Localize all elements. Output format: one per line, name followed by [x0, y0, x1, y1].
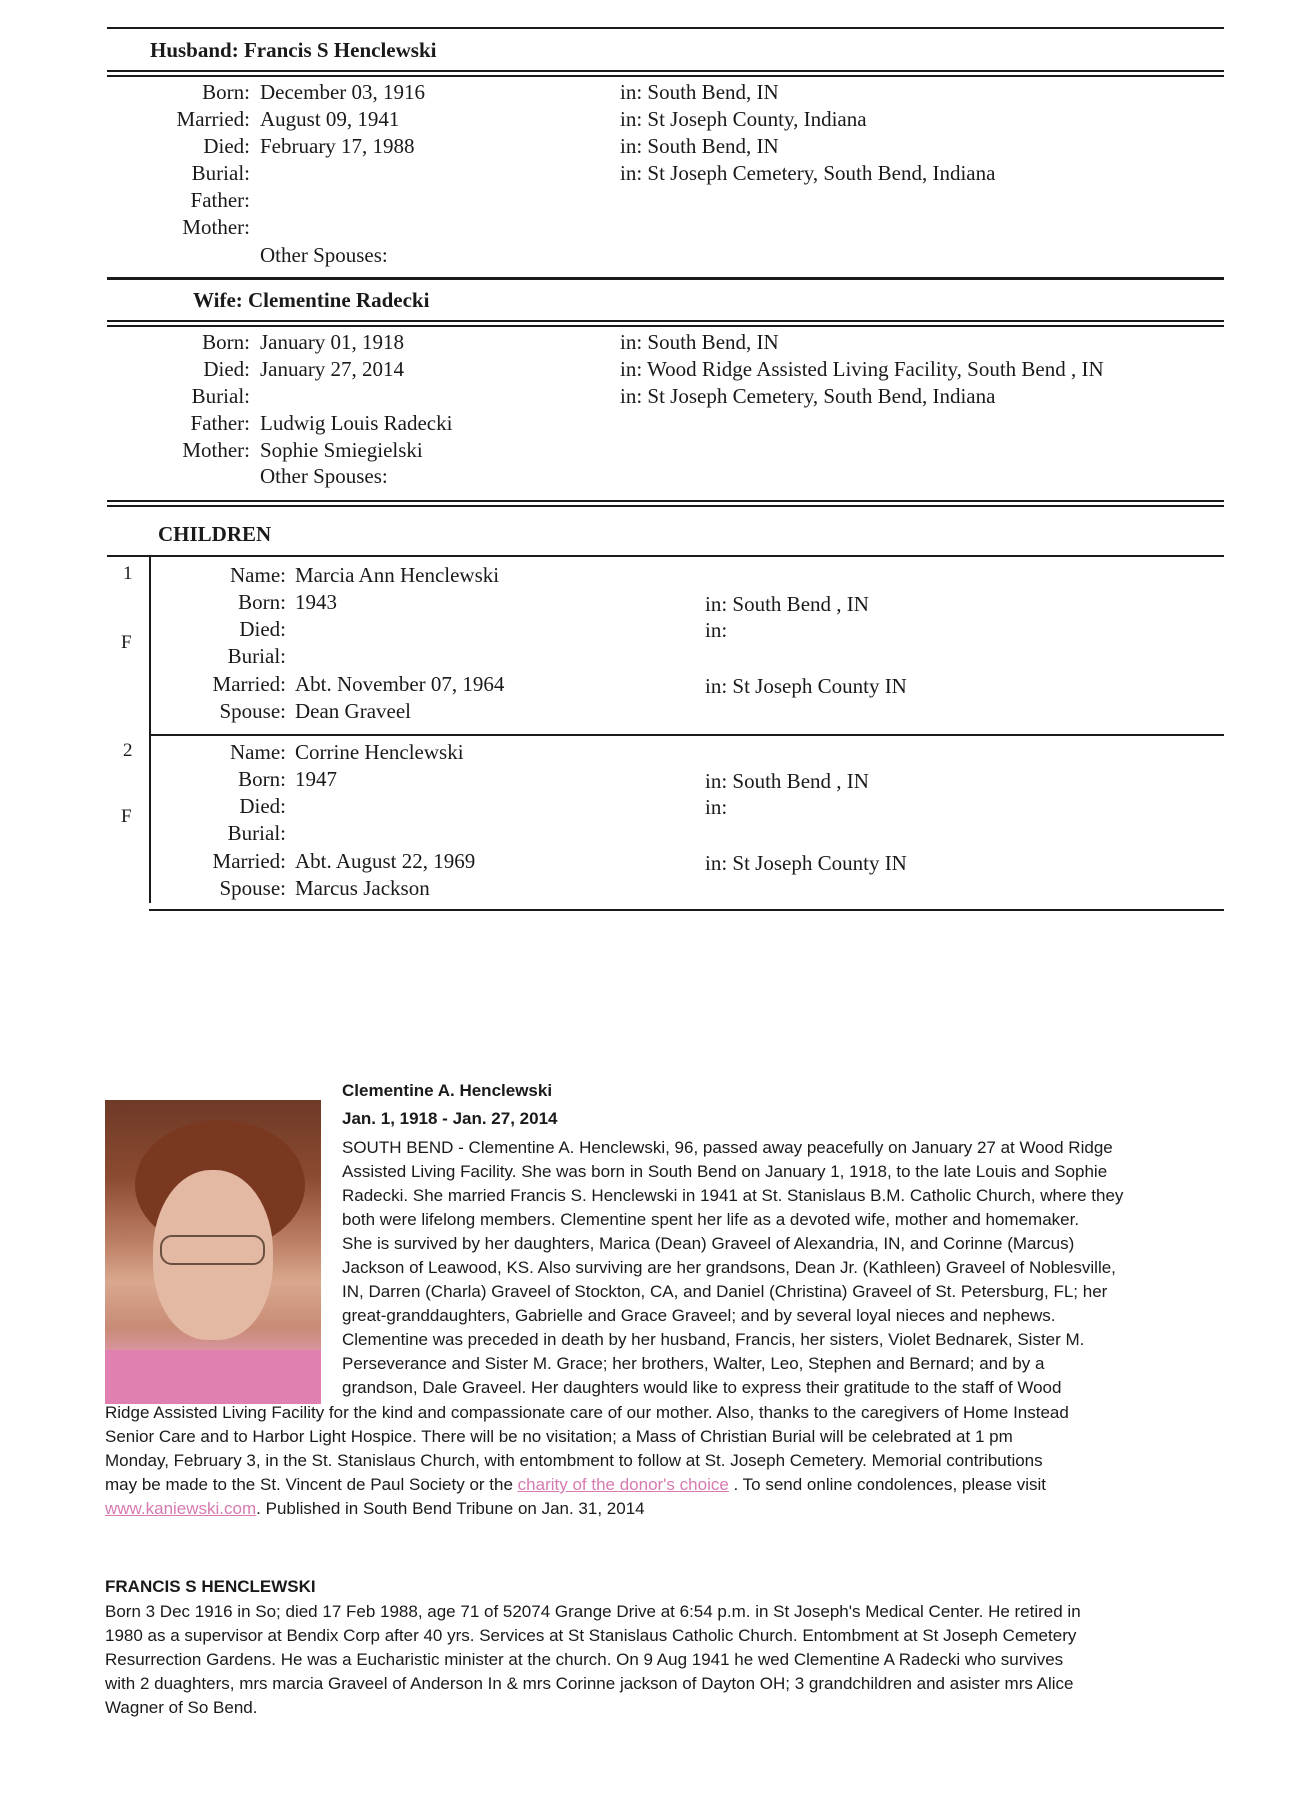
obit-line: Perseverance and Sister M. Grace; her brothers, Walter, Leo, Stephen and Bernard; and by a: [342, 1354, 1045, 1373]
husband-born-in: in: South Bend, IN: [620, 80, 779, 104]
child-1-spouse-label: Spouse:: [219, 699, 286, 723]
wife-rule: [107, 320, 1224, 322]
child-2-married-label: Married:: [212, 849, 286, 873]
husband-married-label: Married:: [176, 107, 250, 131]
obit-line: great-granddaughters, Gabrielle and Grace Graveel; and by several loyal nieces and nephews.: [342, 1306, 1056, 1325]
wife-header-label: Wife:: [193, 288, 243, 312]
child-2-name: Corrine Henclewski: [295, 740, 464, 764]
francis-obit-body: [105, 1600, 1081, 1720]
child-2-died-in: in:: [705, 795, 728, 819]
wife-died-label: Died:: [203, 357, 250, 381]
child-2-died-label: Died:: [239, 794, 286, 818]
child-2-married-place: St Joseph County IN: [732, 851, 907, 875]
child-2-burial-label: Burial:: [227, 821, 286, 845]
child-2-born-label: Born:: [238, 767, 286, 791]
child-1-number: 1: [123, 563, 133, 584]
wife-father-label: Father:: [190, 411, 250, 435]
child-2-spouse: Marcus Jackson: [295, 876, 430, 900]
husband-rule: [107, 70, 1224, 72]
wife-died-date: January 27, 2014: [260, 357, 405, 381]
husband-other-spouses-label: Other Spouses:: [260, 243, 388, 267]
obit-line: SOUTH BEND - Clementine A. Henclewski, 96, passed away peacefully on January 27 at Wood Ridge: [342, 1138, 1113, 1157]
wife-name: Clementine Radecki: [248, 288, 430, 312]
child-1-burial-label: Burial:: [227, 644, 286, 668]
wife-died-in: in: Wood Ridge Assisted Living Facility, South Bend , IN: [620, 357, 1104, 381]
child-1-married-place: St Joseph County IN: [732, 674, 907, 698]
children-header-rule: [107, 555, 1224, 557]
wife-mother-label: Mother:: [182, 438, 250, 462]
obit-line: Assisted Living Facility. She was born in South Bend on January 1, 1918, to the late Louis and Sophie: [342, 1162, 1108, 1181]
husband-born-place: South Bend, IN: [647, 80, 779, 104]
husband-header: [150, 38, 436, 63]
husband-died-place: South Bend, IN: [647, 134, 779, 158]
husband-mother-label: Mother:: [182, 215, 250, 239]
obit-line: Born 3 Dec 1916 in So; died 17 Feb 1988, age 71 of 52074 Grange Drive at 6:54 p.m. in St Joseph's Medical Center. He retired in: [105, 1602, 1081, 1621]
child-1-name-label: Name:: [230, 563, 286, 587]
wife-born-date: January 01, 1918: [260, 330, 405, 354]
husband-married-date: August 09, 1941: [260, 107, 400, 131]
wife-born-in: in: South Bend, IN: [620, 330, 779, 354]
obit-line: Resurrection Gardens. He was a Eucharistic minister at the church. On 9 Aug 1941 he wed Clementine A Radecki who survives: [105, 1650, 1064, 1669]
wife-header: [193, 288, 429, 313]
obit-line-charity: may be made to the St. Vincent de Paul Society or the charity of the donor's choice . To send online condolences, please visit: [105, 1475, 1047, 1494]
charity-link[interactable]: charity of the donor's choice: [517, 1475, 729, 1494]
top-rule: [107, 27, 1224, 29]
child-2-name-label: Name:: [230, 740, 286, 764]
child-2-sex: F: [121, 806, 132, 827]
clementine-obit-dates: Jan. 1, 1918 - Jan. 27, 2014: [342, 1109, 558, 1128]
wife-born-label: Born:: [202, 330, 250, 354]
child-1-name: Marcia Ann Henclewski: [295, 563, 500, 587]
husband-burial-label: Burial:: [191, 161, 250, 185]
wife-born-place: South Bend, IN: [647, 330, 779, 354]
child-2-number: 2: [123, 740, 133, 761]
obit-line: Jackson of Leawood, KS. Also surviving are her grandsons, Dean Jr. (Kathleen) Graveel of Noblesville,: [342, 1258, 1116, 1277]
clementine-obit-body: [342, 1136, 1123, 1400]
child-1-died-label: Died:: [239, 617, 286, 641]
husband-married-place: St Joseph County, Indiana: [647, 107, 867, 131]
husband-burial-in: in: St Joseph Cemetery, South Bend, Indiana: [620, 161, 996, 185]
child-separator: [149, 734, 1224, 736]
child-2-spouse-label: Spouse:: [219, 876, 286, 900]
obit-line: Wagner of So Bend.: [105, 1698, 258, 1717]
child-1-born-date: 1943: [295, 590, 337, 614]
obit-line: Ridge Assisted Living Facility for the kind and compassionate care of our mother. Also, thanks to the caregivers of Home Instead: [105, 1403, 1069, 1422]
obit-line: Radecki. She married Francis S. Henclewski in 1941 at St. Stanislaus B.M. Catholic Church, where they: [342, 1186, 1124, 1205]
child-1-sex: F: [121, 632, 132, 653]
obit-line: She is survived by her daughters, Marica (Dean) Graveel of Alexandria, IN, and Corinne (Marcus): [342, 1234, 1075, 1253]
clementine-obit-name: Clementine A. Henclewski: [342, 1081, 553, 1100]
clementine-photo: [105, 1100, 321, 1404]
wife-burial-place: St Joseph Cemetery, South Bend, Indiana: [647, 384, 996, 408]
wife-mother-name: Sophie Smiegielski: [260, 438, 423, 462]
clementine-obit-body-full: [105, 1401, 1069, 1521]
child-1-born-place: South Bend , IN: [732, 592, 869, 616]
children-header: CHILDREN: [158, 522, 272, 546]
obit-line: IN, Darren (Charla) Graveel of Stockton, CA, and Daniel (Christina) Graveel of St. Petersburg, FL; her: [342, 1282, 1108, 1301]
husband-born-date: December 03, 1916: [260, 80, 426, 104]
child-1-born-label: Born:: [238, 590, 286, 614]
obit-line: both were lifelong members. Clementine spent her life as a devoted wife, mother and homemaker.: [342, 1210, 1080, 1229]
website-link[interactable]: www.kaniewski.com: [105, 1499, 257, 1518]
husband-father-label: Father:: [190, 188, 250, 212]
husband-burial-place: St Joseph Cemetery, South Bend, Indiana: [647, 161, 996, 185]
child-1-born-in: in: South Bend , IN: [705, 592, 869, 616]
child-2-born-place: South Bend , IN: [732, 769, 869, 793]
obit-line: Senior Care and to Harbor Light Hospice. There will be no visitation; a Mass of Christian Burial will be celebrated at 1 pm: [105, 1427, 1013, 1446]
obit-line: Clementine was preceded in death by her husband, Francis, her sisters, Violet Bednarek, Sister M.: [342, 1330, 1085, 1349]
husband-married-in: in: St Joseph County, Indiana: [620, 107, 867, 131]
wife-burial-label: Burial:: [191, 384, 250, 408]
wife-died-place: Wood Ridge Assisted Living Facility, South Bend , IN: [647, 357, 1104, 381]
child-1-married-label: Married:: [212, 672, 286, 696]
child-1-spouse: Dean Graveel: [295, 699, 412, 723]
child-1-died-in: in:: [705, 618, 728, 642]
wife-burial-in: in: St Joseph Cemetery, South Bend, Indiana: [620, 384, 996, 408]
child-1-married-in: in: St Joseph County IN: [705, 674, 907, 698]
child-2-married-date: Abt. August 22, 1969: [295, 849, 476, 873]
child-2-born-in: in: South Bend , IN: [705, 769, 869, 793]
husband-died-date: February 17, 1988: [260, 134, 415, 158]
child-2-married-in: in: St Joseph County IN: [705, 851, 907, 875]
wife-other-spouses-label: Other Spouses:: [260, 464, 388, 488]
child-2-born-date: 1947: [295, 767, 337, 791]
children-divider: [149, 556, 151, 903]
husband-header-label: Husband:: [150, 38, 239, 62]
obit-line-website: www.kaniewski.com. Published in South Bend Tribune on Jan. 31, 2014: [105, 1499, 645, 1518]
obit-line: grandson, Dale Graveel. Her daughters would like to express their gratitude to the staff of Wood: [342, 1378, 1062, 1397]
children-bottom-rule: [149, 909, 1224, 911]
husband-died-label: Died:: [203, 134, 250, 158]
obit-line: Monday, February 3, in the St. Stanislaus Church, with entombment to follow at St. Joseph Cemetery. Memorial contributions: [105, 1451, 1043, 1470]
husband-born-label: Born:: [202, 80, 250, 104]
wife-top-rule: [107, 277, 1224, 280]
francis-obit-name: FRANCIS S HENCLEWSKI: [105, 1577, 316, 1596]
wife-father-name: Ludwig Louis Radecki: [260, 411, 453, 435]
husband-died-in: in: South Bend, IN: [620, 134, 779, 158]
child-1-married-date: Abt. November 07, 1964: [295, 672, 505, 696]
obit-line: with 2 duaghters, mrs marcia Graveel of Anderson In & mrs Corinne jackson of Dayton OH; 3 grandchildren and asister mrs Alice: [105, 1674, 1074, 1693]
children-top-rule: [107, 500, 1224, 502]
husband-name: Francis S Henclewski: [243, 38, 437, 62]
obit-line: 1980 as a supervisor at Bendix Corp after 40 yrs. Services at St Stanislaus Catholic Church. Entombment at St Joseph Cemetery: [105, 1626, 1077, 1645]
